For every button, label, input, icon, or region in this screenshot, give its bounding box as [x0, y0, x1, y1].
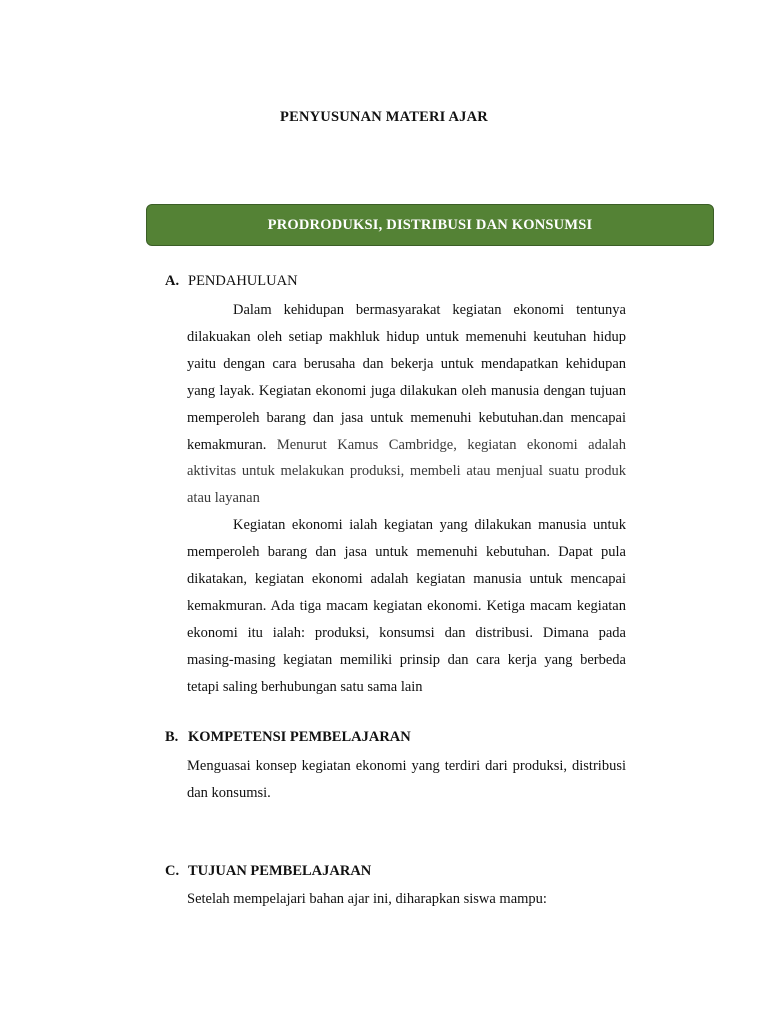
- section-a-heading: [165, 273, 298, 290]
- section-b-letter: B.: [165, 729, 179, 745]
- topic-banner: [146, 204, 714, 246]
- section-a-paragraph-1-part-1: Dalam kehidupan bermasyarakat kegiatan ekonomi tentunya dilakuakan oleh setiap makhluk hidup untuk memenuhi keutuhan hidup yaitu dengan cara berusaha dan bekerja untuk mendapatkan kehidupan yang layak. Kegiatan ekonomi juga dilakukan oleh manusia dengan tujuan memperoleh barang dan jasa untuk memenuhi kebutuhan.dan mencapai kemakmuran.: [187, 302, 626, 453]
- section-a-title: PENDAHULUAN: [188, 273, 298, 289]
- section-c-heading: [165, 863, 371, 880]
- document-title: [0, 109, 768, 126]
- document-title-text: PENYUSUNAN MATERI AJAR: [280, 109, 488, 125]
- section-b-paragraph-1: Menguasai konsep kegiatan ekonomi yang terdiri dari produksi, distribusi dan konsumsi.: [187, 758, 626, 801]
- section-c-paragraph-1: Setelah mempelajari bahan ajar ini, diharapkan siswa mampu:: [187, 891, 547, 907]
- section-a-body: [187, 297, 626, 701]
- section-b-title: KOMPETENSI PEMBELAJARAN: [188, 729, 411, 745]
- topic-banner-text: PRODRODUKSI, DISTRIBUSI DAN KONSUMSI: [267, 216, 593, 233]
- section-a-paragraph-1-part-2: Menurut Kamus Cambridge, kegiatan ekonomi adalah aktivitas untuk melakukan produksi, membeli atau menjual suatu produk atau layanan: [187, 436, 626, 507]
- section-a-paragraph-2: Kegiatan ekonomi ialah kegiatan yang dilakukan manusia untuk memperoleh barang dan jasa untuk memenuhi kebutuhan. Dapat pula dikatakan, kegiatan ekonomi adalah kegiatan manusia untuk mencapai kemakmuran. Ada tiga macam kegiatan ekonomi. Ketiga macam kegiatan ekonomi itu ialah: produksi, konsumsi dan distribusi. Dimana pada masing-masing kegiatan memiliki prinsip dan cara kerja yang berbeda tetapi saling berhubungan satu sama lain: [187, 517, 626, 695]
- section-a-letter: A.: [165, 273, 180, 289]
- section-c-body: [187, 886, 626, 913]
- section-c-letter: C.: [165, 863, 180, 879]
- section-c-title: TUJUAN PEMBELAJARAN: [188, 863, 372, 879]
- section-b-body: [187, 753, 626, 807]
- section-a-paragraph-1: [187, 297, 626, 512]
- section-b-heading: [165, 729, 411, 746]
